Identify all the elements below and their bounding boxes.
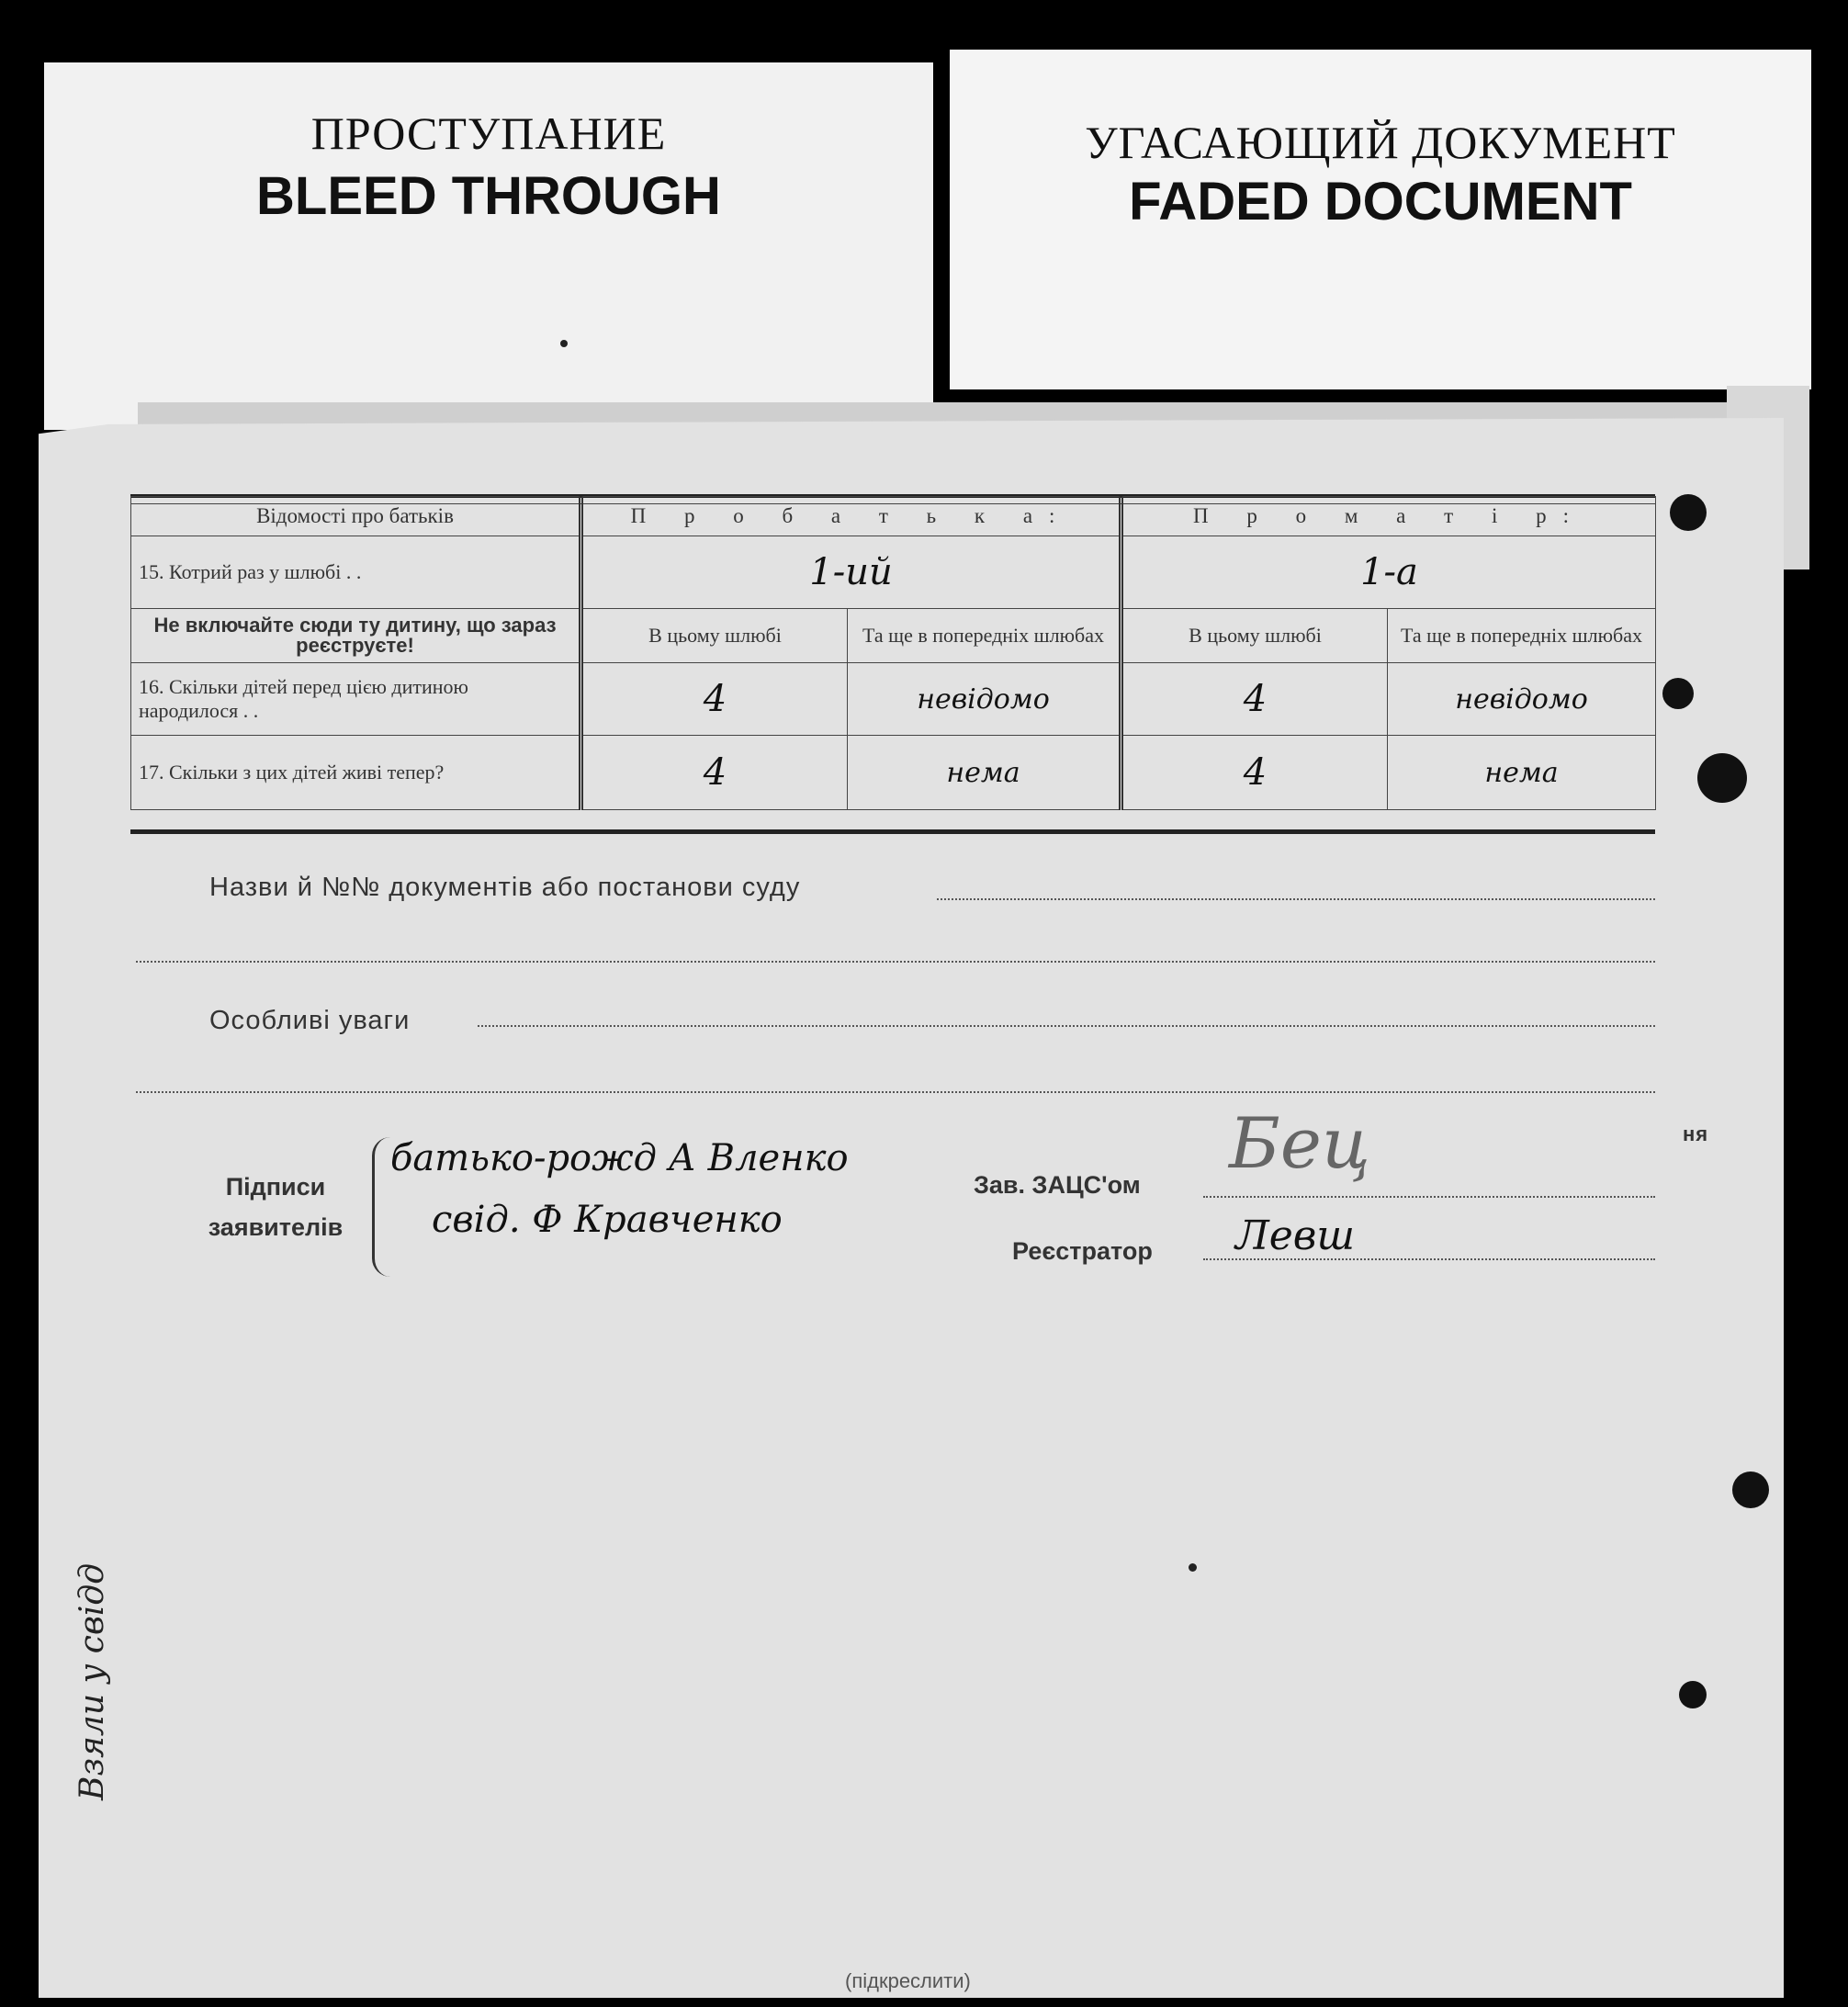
registrar-signature: Левш [1235,1212,1356,1259]
head-of-registry-label: Зав. ЗАЦС'ом [974,1171,1141,1199]
header-mother: П р о м а т і р: [1121,497,1656,536]
row16-father-prev: невідомо [848,663,1121,736]
punch-hole [1697,753,1747,803]
row16-label: 16. Скільки дітей перед цією дитиною народилося . . [131,663,581,736]
bleed-through-ru-label: ПРОСТУПАНИЕ [310,107,667,159]
table-header-row [131,497,1656,536]
speck-mark [1189,1563,1197,1572]
parents-info-table [130,496,1656,810]
row16-mother-prev: невідомо [1388,663,1656,736]
table-row-17 [131,736,1656,810]
row16-mother-in: 4 [1121,663,1388,736]
bleed-through-card [44,62,933,430]
applicant-signature-1: батько-рожд А Вленко [390,1137,849,1179]
punch-hole [1732,1471,1769,1508]
documents-field-label: Назви й №№ документів або постанови суду [209,873,801,902]
registrar-label: Реєстратор [1012,1237,1153,1265]
applicant-signature-2: свід. Ф Кравченко [432,1199,783,1241]
faded-document-ru-label: УГАСАЮЩИЙ ДОКУМЕНТ [1085,117,1676,168]
speck-mark [560,340,568,347]
subheader-note: Не включайте сюди ту дитину, що зараз реєструєте! [131,609,581,663]
head-signature: Бец [1229,1102,1370,1184]
row15-label: 15. Котрий раз у шлюбі . . [131,536,581,609]
applicants-label-line1: Підписи [225,1173,326,1201]
row15-father-value: 1-ий [581,536,1121,609]
row17-mother-prev: нема [1388,736,1656,810]
table-row-15 [131,536,1656,609]
margin-handwritten-note: Взяли у свідд [73,1562,111,1800]
head-signature-dots [1203,1196,1655,1198]
edge-text-fragment: ня [1683,1122,1709,1145]
table-bottom-rule [130,829,1655,834]
applicants-label-line2: заявителів [208,1213,344,1241]
bleed-through-en-label: BLEED THROUGH [256,166,721,226]
row16-father-in: 4 [581,663,848,736]
row17-label: 17. Скільки з цих дітей живі тепер? [131,736,581,810]
subheader-mother-in-marriage: В цьому шлюбі [1121,609,1388,663]
punch-hole [1662,678,1694,709]
faded-document-en-label: FADED DOCUMENT [1129,172,1632,231]
punch-hole [1679,1681,1707,1708]
header-father: П р о б а т ь к а: [581,497,1121,536]
applicants-label [193,1167,358,1247]
table-subheader-row [131,609,1656,663]
header-parents-info: Відомості про батьків [131,497,581,536]
documents-field-dots-2 [136,961,1655,963]
notes-field-dots-2 [136,1091,1655,1093]
row17-mother-in: 4 [1121,736,1388,810]
subheader-mother-previous: Та ще в попередніх шлюбах [1388,609,1656,663]
documents-field-dots [937,898,1655,900]
table-row-16 [131,663,1656,736]
bottom-cutoff-fragment [129,1966,1414,2002]
bottom-fragment-text: (підкреслити) [845,1969,971,1992]
faded-document-card [950,50,1811,389]
row15-mother-value: 1-а [1121,536,1656,609]
subheader-father-in-marriage: В цьому шлюбі [581,609,848,663]
subheader-father-previous: Та ще в попередніх шлюбах [848,609,1121,663]
row17-father-in: 4 [581,736,848,810]
notes-field-dots [478,1025,1655,1027]
punch-hole [1670,494,1707,531]
notes-field-label: Особливі уваги [209,1006,411,1035]
row17-father-prev: нема [848,736,1121,810]
